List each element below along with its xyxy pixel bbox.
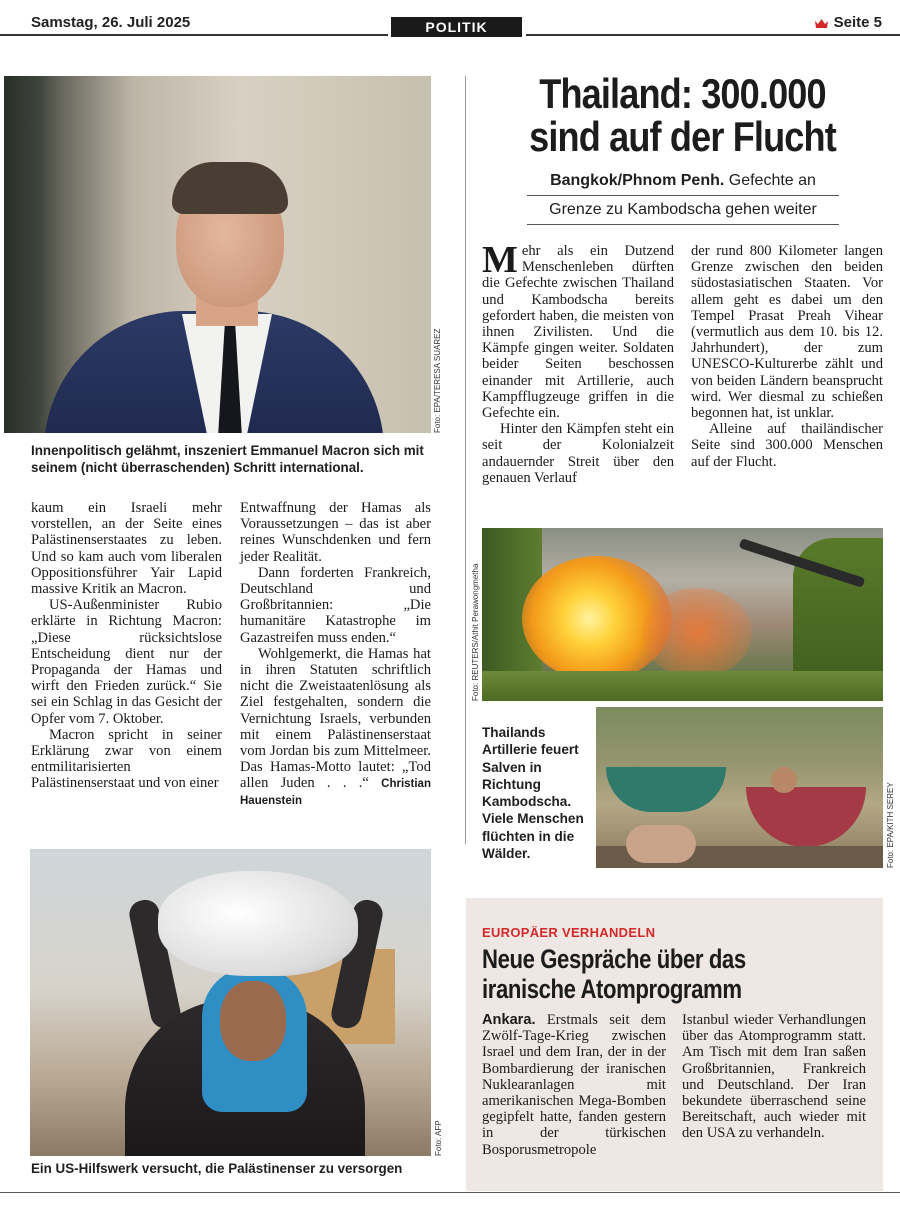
subtitle-text: Gefechte an: [728, 172, 816, 189]
paragraph: [482, 1012, 666, 1158]
author: Christian Hauenstein: [240, 778, 431, 807]
aid-photo: [30, 849, 431, 1156]
paragraph: Macron spricht in seiner Erklärung zwar von einem entmilitarisierten Palästinenserstaat und von einer: [31, 726, 222, 792]
aid-photo-credit: Foto: AFP: [434, 1120, 443, 1156]
paragraph: der rund 800 Kilometer langen Grenze zwischen den beiden südostasiatischen Staaten. Vor allem geht es dabei um den Tempel Prasat Preah Vihear (vermutlich aus dem 10. bis 12. Jahrhundert), der zum UNESCO-Kulturerbe zählt und von beiden Ländern beansprucht wird. Wer diesmal zu schießen begonnen hat, ist unklar.: [691, 243, 883, 422]
europe-article-col1: [482, 1012, 666, 1158]
header-rule-left: [0, 34, 388, 36]
page-number: [814, 14, 882, 31]
paragraph: kaum ein Israeli mehr vorstellen, an der Seite eines Palästinenserstaates zu leben. Und so kam auch vom liberalen Oppositionsführer Yair Lapid massive Kritik an Macron.: [31, 500, 222, 598]
crown-icon: [814, 17, 829, 29]
dateline: Bangkok/Phnom Penh.: [550, 172, 725, 189]
thailand-subtitle-line2: Grenze zu Kambodscha gehen weiter: [527, 196, 839, 225]
page-number-label: Seite 5: [833, 14, 882, 31]
paragraph: [240, 646, 431, 808]
thailand-article-col2: [691, 243, 883, 470]
paragraph: Dann forderten Frankreich, Deutschland und Großbritannien: „Die humanitäre Katastrophe im Gazastreifen muss enden.“: [240, 564, 431, 646]
page-date: Samstag, 26. Juli 2025: [31, 14, 191, 31]
paragraph: Alleine auf thailändischer Seite sind 300.000 Menschen auf der Flucht.: [691, 421, 883, 470]
paragraph: [482, 239, 674, 422]
paragraph: Hinter den Kämpfen steht ein seit der Kolonialzeit andauernder Streit über den genauen Verlauf: [482, 421, 674, 486]
paragraph-text: ehr als ein Dutzend Menschenleben dürften die Gefechte zwischen Thailand und Kambodscha bereits gefordert haben, die meisten von ihnen Zivilisten. Und die Kämpfe gingen weiter. Soldaten beider Seiten beschossen einander mit Artillerie, auch Kampfflugzeuge griffen in die Gefechte ein.: [482, 243, 674, 422]
macron-photo: [4, 76, 431, 433]
thailand-subtitle-line1: [527, 167, 839, 196]
artillery-photo-caption: Thailands Artillerie feuert Salven in Richtung Kambodscha. Viele Menschen flüchten in die Wälder.: [482, 725, 584, 862]
macron-article-col2: [240, 500, 431, 808]
europe-headline: Neue Gespräche über das iranische Atomprogramm: [482, 944, 746, 1004]
macron-article-col1: [31, 500, 222, 792]
artillery-photo-credit: Foto: REUTERS/Athit Perawongmetha: [471, 563, 480, 701]
column-divider: [465, 76, 466, 844]
refugees-photo-credit: Foto: EPA/KITH SEREY: [886, 782, 895, 868]
dateline: Ankara.: [482, 1012, 536, 1028]
artillery-photo: [482, 528, 883, 701]
paragraph: Istanbul wieder Verhandlungen über das Atomprogramm statt. Am Tisch mit dem Iran saßen Großbritannien, Frankreich und Deutschland. Der Iran bekundete überraschend seine Bereitschaft, auch wieder mit den USA zu verhandeln.: [682, 1012, 866, 1142]
aid-photo-caption: Ein US-Hilfswerk versucht, die Palästinenser zu versorgen: [31, 1161, 403, 1176]
macron-photo-credit: Foto: EPA/TERESA SUAREZ: [433, 328, 442, 433]
paragraph-text: Erstmals seit dem Zwölf-Tage-Krieg zwischen Israel und dem Iran, der in der Bombardierung der iranischen Nuklearanlagen mit amerikanischen Mega-Bomben gegipfelt hatte, fanden gestern in der türkischen Bosporusmetropole: [482, 1012, 666, 1158]
section-label: POLITIK: [391, 17, 522, 37]
header-rule-right: [526, 34, 900, 36]
thailand-article-col1: [482, 239, 674, 486]
thailand-headline: Thailand: 300.000 sind auf der Flucht: [529, 70, 836, 160]
dropcap: M: [482, 239, 518, 281]
paragraph-text: Wohlgemerkt, die Hamas hat in ihren Statuten schriftlich nicht die Zweistaatenlösung als Ziel festgehalten, sondern die Vernichtung Israels, verbunden mit einem Palästinenserstaat vom Jordan bis zum Mittelmeer. Das Hamas-Motto lautet: „Tod allen Juden . . .“: [240, 645, 431, 792]
europe-article-col2: [682, 1012, 866, 1142]
refugees-photo: [596, 707, 883, 868]
europe-kicker: EUROPÄER VERHANDELN: [482, 925, 656, 940]
paragraph: US-Außenminister Rubio erklärte in Richtung Macron: „Diese rücksichtslose Entscheidung dient nur der Propaganda der Hamas und wirft den Frieden zurück.“ Sie sei ein Schlag in das Gesicht der Opfer vom 7. Oktober.: [31, 597, 222, 727]
paragraph: Entwaffnung der Hamas als Voraussetzungen – das ist aber reines Wunschdenken und fern jeder Realität.: [240, 500, 431, 565]
macron-photo-caption: Innenpolitisch gelähmt, inszeniert Emmanuel Macron sich mit seinem (nicht überraschenden) Schritt international.: [31, 443, 424, 475]
bottom-rule: [0, 1192, 900, 1193]
